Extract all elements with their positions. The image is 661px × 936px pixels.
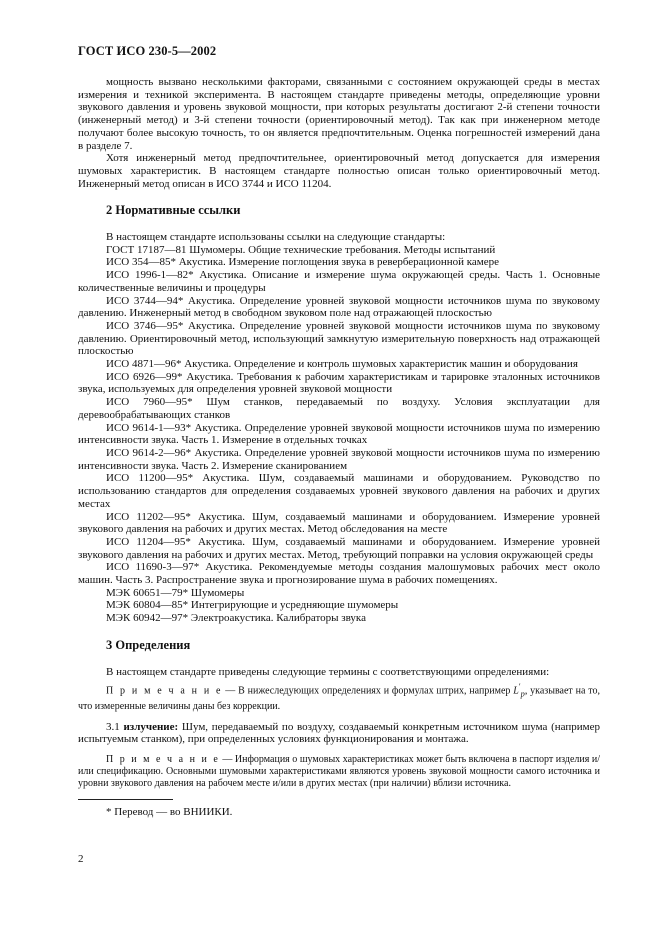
footnote: * Перевод — во ВНИИКИ. — [106, 806, 233, 818]
section-2-heading: 2 Нормативные ссылки — [106, 203, 241, 218]
note-1-text-b: , указывает на то, что измеренные величины даны без коррекции. — [78, 685, 600, 712]
reference-item: МЭК 60942—97* Электроакустика. Калибраторы звука — [106, 612, 366, 625]
note-1-label: П р и м е ч а н и е — [106, 685, 223, 697]
note-2-label: П р и м е ч а н и е — [106, 753, 220, 765]
note-1-prime: ′ — [518, 682, 521, 692]
definition-3-1 — [78, 721, 600, 746]
reference-item: ИСО 9614-1—93* Акустика. Определение уровней звуковой мощности источников шума по измерению интенсивности звука. Часть 1. Измерение в отдельных точках — [78, 421, 600, 447]
definition-text: Шум, передаваемый по воздуху, создаваемый конкретным источником шума (например испытуемым станком), при определенных условиях функционирования и монтажа. — [78, 720, 601, 746]
reference-item: ИСО 9614-2—96* Акустика. Определение уровней звуковой мощности источников шума по измерению интенсивности звука. Часть 2. Измерение сканированием — [78, 446, 600, 472]
note-1-symbol: L — [513, 685, 519, 697]
reference-item: ИСО 1996-1—82* Акустика. Описание и измерение шума окружающей среды. Часть 1. Основные количественные величины и процедуры — [78, 269, 600, 294]
note-1-subscript: p — [520, 689, 525, 699]
footnote-divider — [78, 799, 173, 800]
note-1 — [78, 681, 600, 712]
reference-item: ИСО 354—85* Акустика. Измерение поглощения звука в реверберационной камере — [106, 256, 500, 269]
page-number: 2 — [78, 853, 84, 865]
reference-item: ИСО 11204—95* Акустика. Шум, создаваемый машинами и оборудованием. Измерение уровней звукового давления на рабочих и других местах. Метод, требующий поправки на условия окружающей среды — [78, 535, 600, 561]
note-2-text: — Информация о шумовых характеристиках может быть включена в паспорт изделия и/или спецификацию. Основными шумовыми характеристиками являются уровень звуковой мощности самого источника и уровни звукового давления на рабочем месте и/или в других местах (при наличии) вблизи источника. — [78, 753, 600, 789]
note-2 — [78, 754, 600, 790]
document-body — [78, 76, 600, 793]
intro-paragraph-1: мощность вызвано несколькими факторами, связанными с состоянием окружающей среды в местах измерения и техникой эксперимента. В настоящем стандарте приведены методы, определяющие уровни звукового давления и уровень звуковой мощности, при которых результаты достигают 2-й степени точности (инженерный метод) и 3-й степени точности (ориентировочный метод). Так как при инженерном методе получают более высокую точность, то он является предпочтительным. Оценка погрешностей измерений дана в разделе 7. — [78, 76, 600, 152]
definition-number: 3.1 — [106, 720, 124, 733]
section-3-heading: 3 Определения — [106, 637, 191, 652]
reference-item: МЭК 60804—85* Интегрирующие и усредняющие шумомеры — [106, 599, 399, 612]
reference-item: ГОСТ 17187—81 Шумомеры. Общие технические требования. Методы испытаний — [106, 243, 496, 256]
section-2-lead: В настоящем стандарте использованы ссылки на следующие стандарты: — [106, 231, 446, 244]
definition-term: излучение: — [123, 720, 179, 733]
reference-item: ИСО 4871—96* Акустика. Определение и контроль шумовых характеристик машин и оборудования — [106, 358, 578, 371]
section-3-lead: В настоящем стандарте приведены следующие термины с соответствующими определениями: — [106, 665, 550, 678]
note-1-text-a: — В нижеследующих определениях и формулах штрих, например — [222, 685, 514, 697]
reference-item: МЭК 60651—79* Шумомеры — [106, 586, 245, 599]
references-list — [78, 244, 600, 625]
reference-item: ИСО 11200—95* Акустика. Шум, создаваемый машинами и оборудованием. Руководство по использованию стандартов для определения создаваемых уровней звукового давления на рабочих и других местах — [78, 472, 600, 510]
reference-item: ИСО 11690-3—97* Акустика. Рекомендуемые методы создания малошумовых рабочих мест около машин. Часть 3. Распространение звука и прогнозирование шума в рабочих помещениях. — [78, 561, 600, 587]
reference-item: ИСО 11202—95* Акустика. Шум, создаваемый машинами и оборудованием. Измерение уровней звукового давления на рабочих и других местах. Метод обследования на месте — [78, 510, 600, 536]
intro-paragraph-2: Хотя инженерный метод предпочтительнее, ориентировочный метод допускается для измерения шумовых характеристик. В настоящем стандарте полностью описан только ориентировочный метод. Инженерный метод описан в ИСО 3744 и ИСО 11204. — [78, 152, 600, 190]
reference-item: ИСО 6926—99* Акустика. Требования к рабочим характеристикам и тарировке эталонных источников звука, используемых для определения уровней звуковой мощности — [78, 370, 600, 396]
document-header: ГОСТ ИСО 230-5—2002 — [78, 44, 217, 58]
reference-item: ИСО 7960—95* Шум станков, передаваемый по воздуху. Условия эксплуатации для деревообрабатывающих станков — [78, 396, 600, 421]
reference-item: ИСО 3744—94* Акустика. Определение уровней звуковой мощности источников шума по звуковому давлению. Инженерный метод в свободном звуковом поле над отражающей плоскостью — [78, 294, 600, 320]
reference-item: ИСО 3746—95* Акустика. Определение уровней звуковой мощности источников шума по звуковому давлению. Ориентировочный метод, использующий замкнутую измерительную поверхность над отражающей плоскостью — [78, 319, 600, 358]
